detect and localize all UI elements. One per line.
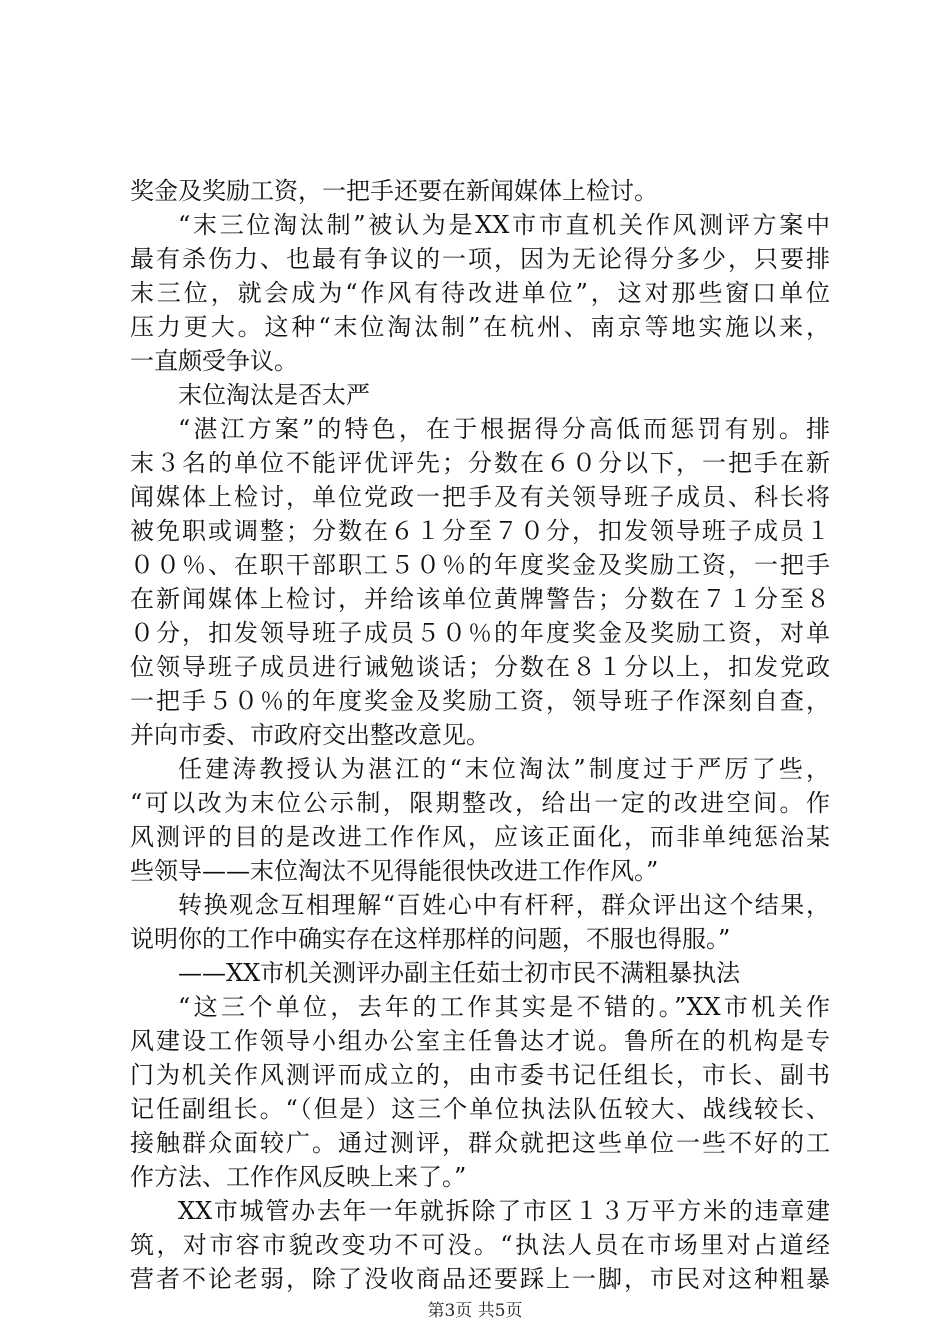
text-line: 压力更大。这种“末位淘汰制”在杭州、南京等地实施以来， (130, 313, 830, 341)
page-footer: 第3页 共5页 (427, 1301, 523, 1321)
text-line: 被免职或调整；分数在６１分至７０分，扣发领导班子成员１ (130, 517, 830, 545)
text-line: 一把手５０％的年度奖金及奖励工资，领导班子作深刻自查， (130, 687, 830, 715)
text-line: ０分，扣发领导班子成员５０％的年度奖金及奖励工资，对单 (130, 619, 830, 647)
text-line: 记任副组长。“（但是）这三个单位执法队伍较大、战线较长、 (130, 1095, 830, 1123)
text-line: 在新闻媒体上检讨，并给该单位黄牌警告；分数在７１分至８ (130, 585, 830, 613)
text-line: 闻媒体上检讨，单位党政一把手及有关领导班子成员、科长将 (130, 483, 830, 511)
text-line: “可以改为末位公示制，限期整改，给出一定的改进空间。作 (130, 789, 830, 817)
text-line: 营者不论老弱，除了没收商品还要踩上一脚，市民对这种粗暴 (130, 1265, 830, 1293)
text-line: “这三个单位，去年的工作其实是不错的。”XX市机关作 (178, 993, 830, 1021)
text-line: 一直颇受争议。 (130, 347, 298, 375)
text-line: “湛江方案”的特色，在于根据得分高低而惩罚有别。排 (178, 415, 830, 443)
text-line: 奖金及奖励工资，一把手还要在新闻媒体上检讨。 (130, 177, 658, 205)
text-line: 说明你的工作中确实存在这样那样的问题，不服也得服。” (130, 925, 731, 953)
text-line: 风建设工作领导小组办公室主任鲁达才说。鲁所在的机构是专 (130, 1027, 830, 1055)
text-line: 末三位，就会成为“作风有待改进单位”，这对那些窗口单位 (130, 279, 830, 307)
text-line: 些领导——末位淘汰不见得能很快改进工作作风。” (130, 857, 659, 885)
text-line: 筑，对市容市貌改变功不可没。“执法人员在市场里对占道经 (130, 1231, 830, 1259)
text-line: 作方法、工作作风反映上来了。” (130, 1163, 467, 1191)
text-line: 位领导班子成员进行诫勉谈话；分数在８１分以上，扣发党政 (130, 653, 830, 681)
text-line: ——XX市机关测评办副主任茹士初市民不满粗暴执法 (178, 959, 741, 987)
text-line: 接触群众面较广。通过测评，群众就把这些单位一些不好的工 (130, 1129, 830, 1157)
text-line: 任建涛教授认为湛江的“末位淘汰”制度过于严厉了些， (178, 755, 830, 783)
text-line: 风测评的目的是改进工作作风，应该正面化，而非单纯惩治某 (130, 823, 830, 851)
text-line: 转换观念互相理解“百姓心中有杆秤，群众评出这个结果， (178, 891, 830, 919)
section-heading: 末位淘汰是否太严 (178, 381, 370, 409)
text-line: 门为机关作风测评而成立的，由市委书记任组长，市长、副书 (130, 1061, 830, 1089)
text-line: 并向市委、市政府交出整改意见。 (130, 721, 490, 749)
text-line: ００％、在职干部职工５０％的年度奖金及奖励工资，一把手 (130, 551, 830, 579)
text-line: “末三位淘汰制”被认为是XX市市直机关作风测评方案中 (178, 211, 830, 239)
text-line: XX市城管办去年一年就拆除了市区１３万平方米的违章建 (178, 1197, 830, 1225)
text-line: 末３名的单位不能评优评先；分数在６０分以下，一把手在新 (130, 449, 830, 477)
text-line: 最有杀伤力、也最有争议的一项，因为无论得分多少，只要排 (130, 245, 830, 273)
